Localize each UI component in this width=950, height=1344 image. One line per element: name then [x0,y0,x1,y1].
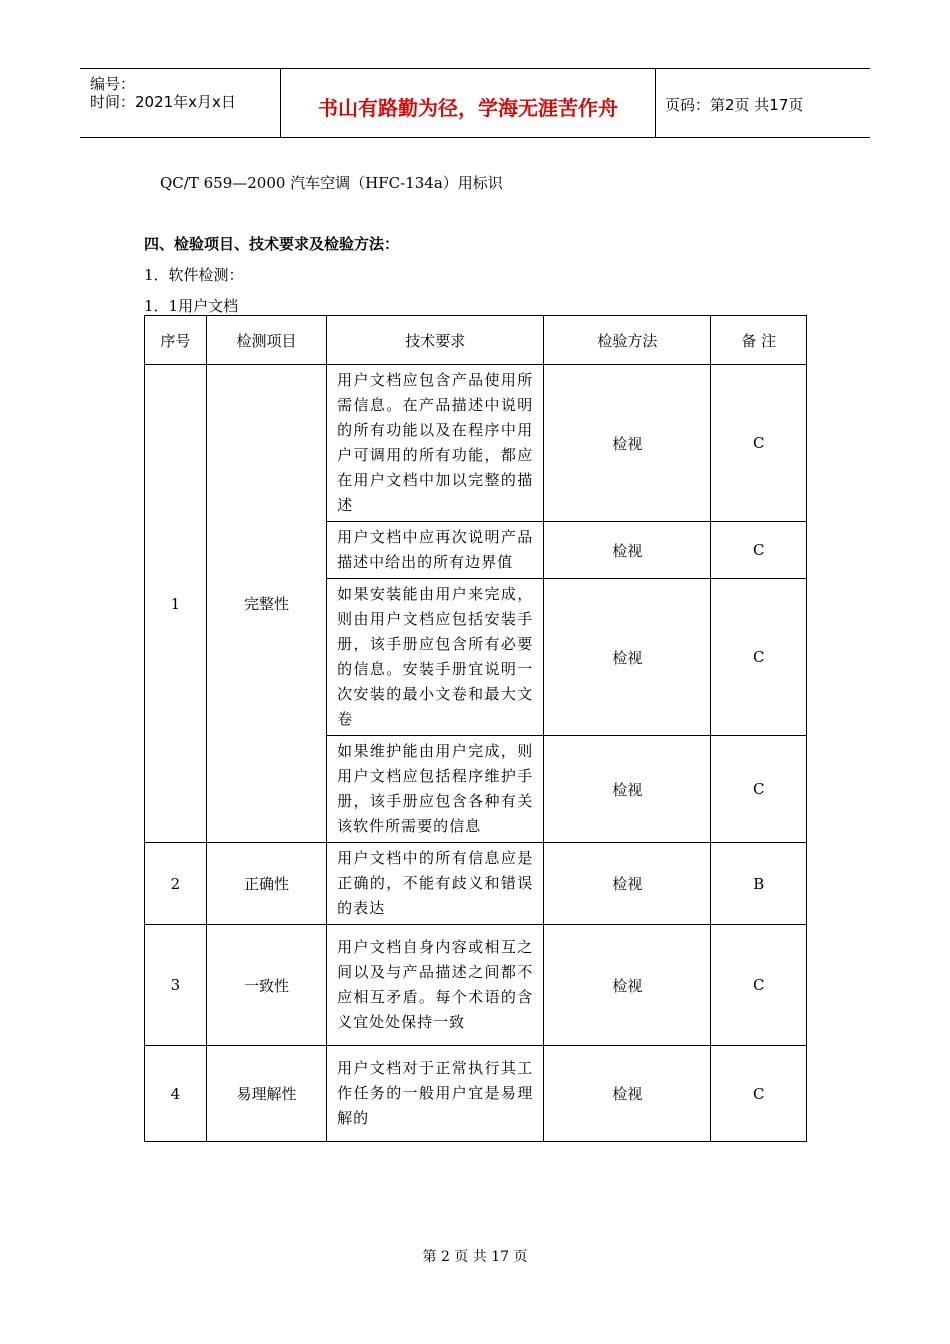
header-page-info [655,69,870,137]
requirement-text: 如果维护能由用户完成，则用户文档应包括程序维护手册，该手册应包含各种有关该软件所需要的信息 [337,742,534,835]
row-note: C [711,736,807,843]
inspection-table [144,315,807,1142]
row-index: 4 [145,1046,207,1142]
row-item: 易理解性 [206,1046,326,1142]
subsection-user-docs: 1．1用户文档 [144,297,239,315]
row-method: 检视 [544,365,711,522]
motto-text: 书山有路勤为径，学海无涯苦作舟 [318,96,618,120]
row-note: B [711,843,807,925]
row-note: C [711,1046,807,1142]
page-header [80,68,870,138]
subsection-software: 1．软件检测： [144,266,244,284]
page-footer: 第 2 页 共 17 页 [422,1249,528,1265]
table-row [145,925,807,1046]
header-meta [80,69,280,137]
table-row [145,843,807,925]
row-requirement [327,579,544,736]
number-label: 编号： [90,75,136,93]
row-method: 检视 [544,1046,711,1142]
requirement-text: 用户文档自身内容或相互之间以及与产品描述之间都不应相互矛盾。每个术语的含义宜处处保持一致 [337,938,534,1031]
row-index: 2 [145,843,207,925]
requirement-text: 用户文档应包含产品使用所需信息。在产品描述中说明的所有功能以及在程序中用户可调用的所有功能，都应在用户文档中加以完整的描述 [337,371,534,514]
row-requirement [327,522,544,579]
requirement-text: 用户文档中的所有信息应是正确的，不能有歧义和错误的表达 [337,849,534,917]
header-index: 序号 [145,316,207,365]
requirement-text: 如果安装能由用户来完成，则由用户文档应包括安装手册，该手册应包含所有必要的信息。安装手册宜说明一次安装的最小文卷和最大文卷 [337,585,534,728]
header-method: 检验方法 [544,316,711,365]
standard-reference: QC/T 659—2000 汽车空调（HFC-134a）用标识 [160,174,503,192]
row-requirement [327,843,544,925]
header-note: 备 注 [711,316,807,365]
row-method: 检视 [544,579,711,736]
row-index: 3 [145,925,207,1046]
row-requirement [327,1046,544,1142]
header-item: 检测项目 [206,316,326,365]
table-header-row [145,316,807,365]
row-note: C [711,365,807,522]
row-requirement [327,736,544,843]
section-title: 四、检验项目、技术要求及检验方法： [144,235,400,253]
table-row [145,365,807,522]
row-item: 正确性 [206,843,326,925]
row-note: C [711,522,807,579]
row-method: 检视 [544,736,711,843]
row-method: 检视 [544,925,711,1046]
row-item: 完整性 [206,365,326,843]
requirement-text: 用户文档对于正常执行其工作任务的一般用户宜是易理解的 [337,1059,534,1127]
row-note: C [711,925,807,1046]
row-method: 检视 [544,843,711,925]
row-index: 1 [145,365,207,843]
header-requirement: 技术要求 [327,316,544,365]
row-requirement [327,925,544,1046]
row-method: 检视 [544,522,711,579]
requirement-text: 用户文档中应再次说明产品描述中给出的所有边界值 [337,528,534,571]
row-requirement [327,365,544,522]
table-row [145,1046,807,1142]
time-label: 时间：2021年x月x日 [90,93,236,111]
page-info-text: 页码：第2页 共17页 [665,96,804,114]
header-motto [280,69,656,137]
row-note: C [711,579,807,736]
row-item: 一致性 [206,925,326,1046]
